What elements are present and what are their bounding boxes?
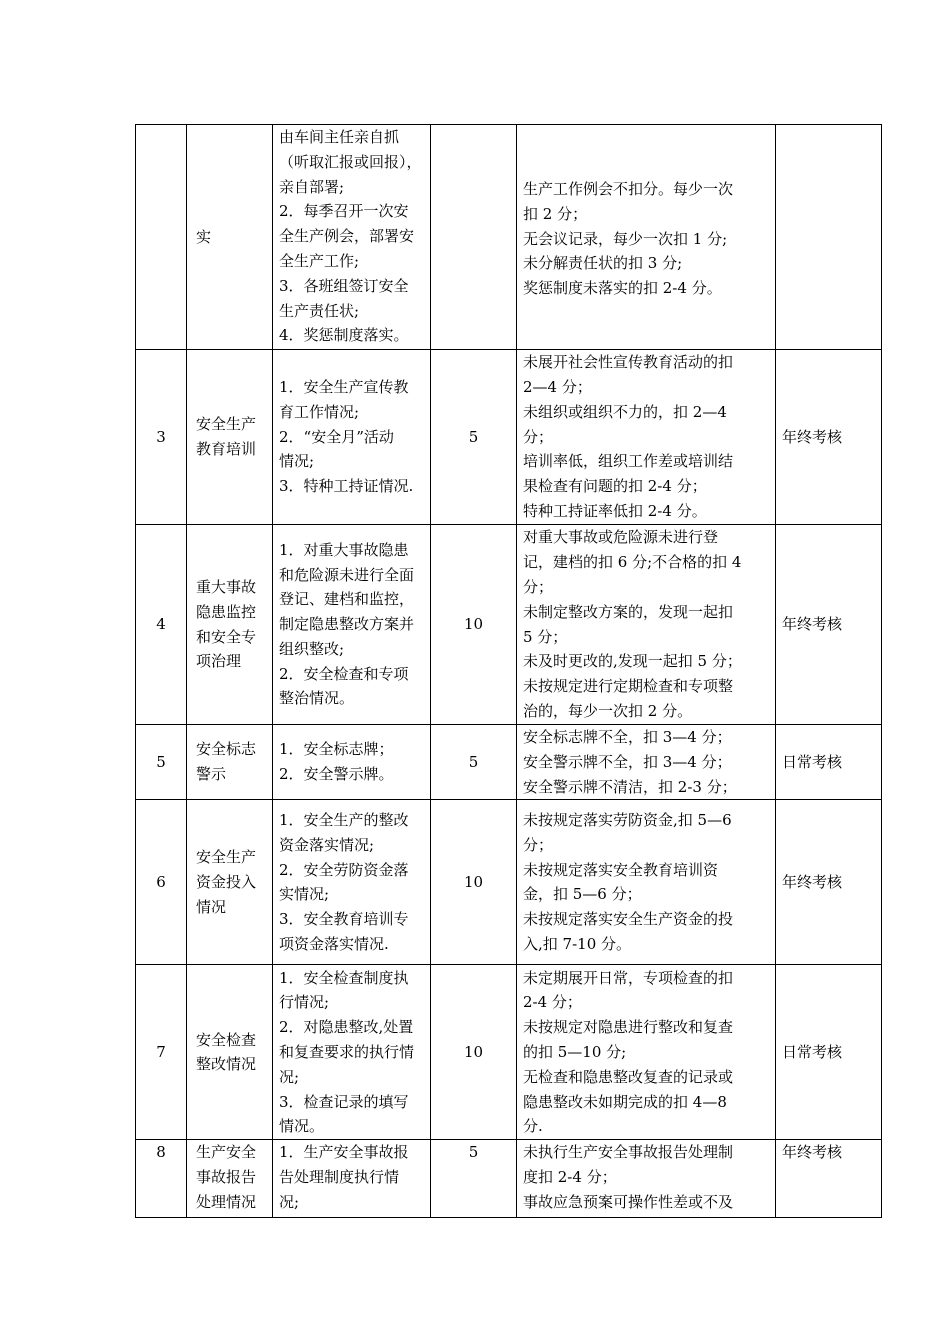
assessment-item-line: 安全生产 <box>196 848 257 867</box>
assessment-content-line: 3．安全教育培训专 <box>279 910 409 929</box>
assessment-item <box>187 525 273 725</box>
deduction-criteria-line: 奖惩制度未落实的扣 2-4 分。 <box>523 279 722 298</box>
score-value: 10 <box>431 965 517 1140</box>
assessment-method: 日常考核 <box>776 725 882 800</box>
assessment-content <box>273 1140 431 1218</box>
table-row <box>136 725 882 800</box>
assessment-content-line: 告处理制度执行情 <box>279 1168 400 1187</box>
deduction-criteria-line: 安全警示牌不清洁，扣 2-3 分； <box>523 777 737 796</box>
deduction-criteria-line: 2—4 分； <box>523 378 592 396</box>
assessment-item <box>187 965 273 1140</box>
item-number <box>136 125 187 350</box>
assessment-item-line: 警示 <box>196 765 227 784</box>
score-value: 10 <box>431 525 517 725</box>
assessment-content-line: 1．安全生产宣传教 <box>279 378 409 396</box>
assessment-content-line: 1．对重大事故隐患 <box>279 540 409 559</box>
deduction-criteria-line: 未分解责任状的扣 3 分; <box>523 254 683 273</box>
table-row <box>136 125 882 350</box>
assessment-content-line: 2．对隐患整改,处置 <box>279 1018 414 1037</box>
assessment-content-line: 2．安全劳防资金落 <box>279 860 409 879</box>
assessment-item <box>187 800 273 965</box>
score-value: 5 <box>431 350 517 525</box>
deduction-criteria-line: 入,扣 7-10 分。 <box>523 934 632 953</box>
assessment-method <box>776 125 882 350</box>
deduction-criteria <box>517 725 776 800</box>
assessment-content-line: 1．安全标志牌； <box>279 740 394 759</box>
assessment-item-line: 安全标志 <box>196 740 257 759</box>
deduction-criteria-line: 培训率低，组织工作差或培训结 <box>523 452 734 471</box>
assessment-item-line: 项治理 <box>196 652 242 671</box>
assessment-content-line: 生产责任状; <box>279 301 360 320</box>
assessment-content-line: 4．奖惩制度落实。 <box>279 326 409 345</box>
assessment-method: 年终考核 <box>776 800 882 965</box>
item-number: 4 <box>136 525 187 725</box>
assessment-method: 年终考核 <box>776 350 882 525</box>
assessment-content-line: 整治情况。 <box>279 689 355 708</box>
deduction-criteria <box>517 800 776 965</box>
deduction-criteria-line: 分； <box>523 577 554 596</box>
score-value <box>431 125 517 350</box>
assessment-method: 日常考核 <box>776 965 882 1140</box>
deduction-criteria-line: 未按规定进行定期检查和专项整 <box>523 677 734 696</box>
assessment-method: 年终考核 <box>776 1140 882 1218</box>
assessment-content-line: 项资金落实情况. <box>279 934 389 953</box>
assessment-content-line: 实情况; <box>279 885 330 904</box>
assessment-content-line: 组织整改; <box>279 639 345 658</box>
assessment-item <box>187 725 273 800</box>
deduction-criteria-line: 未及时更改的,发现一起扣 5 分； <box>523 652 742 671</box>
assessment-item-line: 安全生产 <box>196 415 257 434</box>
assessment-content-line: 亲自部署; <box>279 177 345 196</box>
deduction-criteria <box>517 350 776 525</box>
assessment-content <box>273 965 431 1140</box>
deduction-criteria-line: 度扣 2-4 分； <box>523 1168 617 1187</box>
deduction-criteria-line: 无检查和隐患整改复查的记录或 <box>523 1067 734 1086</box>
item-number: 5 <box>136 725 187 800</box>
assessment-content-line: 行情况; <box>279 993 330 1012</box>
deduction-criteria-line: 事故应急预案可操作性差或不及 <box>523 1192 734 1211</box>
item-number: 7 <box>136 965 187 1140</box>
assessment-item-line: 生产安全 <box>196 1143 257 1162</box>
assessment-content-line: 全生产工作; <box>279 251 360 270</box>
assessment-content-line: 情况。 <box>279 1117 325 1136</box>
deduction-criteria-line: 金，扣 5—6 分； <box>523 885 642 904</box>
table-row <box>136 525 882 725</box>
assessment-content-line: 资金落实情况; <box>279 835 375 854</box>
assessment-content-line: 登记、建档和监控， <box>279 590 415 609</box>
table-row <box>136 350 882 525</box>
deduction-criteria-line: 对重大事故或危险源未进行登 <box>523 528 719 547</box>
table-row <box>136 800 882 965</box>
assessment-item-line: 整改情况 <box>196 1055 257 1074</box>
assessment-item-line: 情况 <box>196 897 227 916</box>
assessment-content <box>273 800 431 965</box>
deduction-criteria <box>517 525 776 725</box>
assessment-content-line: 3．各班组签订安全 <box>279 276 409 295</box>
assessment-content-line: 全生产例会，部署安 <box>279 227 415 246</box>
deduction-criteria <box>517 1140 776 1218</box>
score-value: 10 <box>431 800 517 965</box>
deduction-criteria-line: 治的，每少一次扣 2 分。 <box>523 701 693 720</box>
assessment-item-line: 事故报告 <box>196 1168 257 1187</box>
assessment-content-line: 育工作情况; <box>279 402 360 421</box>
assessment-item-line: 教育培训 <box>196 440 257 458</box>
score-value: 5 <box>431 725 517 800</box>
deduction-criteria-line: 扣 2 分； <box>523 204 588 223</box>
assessment-content <box>273 125 431 350</box>
deduction-criteria-line: 记，建档的扣 6 分;不合格的扣 4 <box>523 553 742 572</box>
assessment-content-line: 况; <box>279 1192 300 1211</box>
deduction-criteria-line: 未执行生产安全事故报告处理制 <box>523 1143 734 1162</box>
item-number: 8 <box>136 1140 187 1218</box>
assessment-content-line: 1．生产安全事故报 <box>279 1143 409 1162</box>
assessment-content-line: 和危险源未进行全面 <box>279 565 415 584</box>
assessment-content <box>273 525 431 725</box>
assessment-item-line: 处理情况 <box>196 1192 257 1211</box>
assessment-table <box>135 124 882 1218</box>
assessment-content-line: 2．“安全月”活动 <box>279 427 394 446</box>
assessment-content-line: 和复查要求的执行情 <box>279 1042 415 1061</box>
deduction-criteria-line: 未按规定落实安全生产资金的投 <box>523 910 734 929</box>
deduction-criteria-line: 未制定整改方案的，发现一起扣 <box>523 602 734 621</box>
table-row <box>136 965 882 1140</box>
deduction-criteria-line: 的扣 5—10 分; <box>523 1042 627 1061</box>
deduction-criteria-line: 未按规定落实劳防资金,扣 5—6 <box>523 811 732 829</box>
assessment-item-line: 隐患监控 <box>196 602 257 621</box>
assessment-item <box>187 1140 273 1218</box>
deduction-criteria-line: 5 分； <box>523 627 568 646</box>
assessment-content <box>273 725 431 800</box>
assessment-content-line: 制定隐患整改方案并 <box>279 615 415 634</box>
item-number: 6 <box>136 800 187 965</box>
assessment-item <box>187 125 273 350</box>
deduction-criteria-line: 分； <box>523 427 554 446</box>
deduction-criteria-line: 2-4 分； <box>523 993 582 1012</box>
table-row <box>136 1140 882 1218</box>
assessment-content-line: 由车间主任亲自抓 <box>279 128 400 146</box>
deduction-criteria-line: 安全警示牌不全，扣 3—4 分； <box>523 752 732 771</box>
assessment-method: 年终考核 <box>776 525 882 725</box>
item-number: 3 <box>136 350 187 525</box>
assessment-item-line: 资金投入 <box>196 872 257 891</box>
deduction-criteria-line: 果检查有问题的扣 2-4 分； <box>523 477 707 496</box>
assessment-item-line: 实 <box>196 227 212 246</box>
deduction-criteria-line: 分. <box>523 1117 543 1136</box>
deduction-criteria-line: 分； <box>523 835 554 854</box>
deduction-criteria-line: 未组织或组织不力的，扣 2—4 <box>523 402 727 421</box>
deduction-criteria-line: 特种工持证率低扣 2-4 分。 <box>523 501 707 520</box>
deduction-criteria-line: 未按规定落实安全教育培训资 <box>523 860 719 879</box>
deduction-criteria-line: 未按规定对隐患进行整改和复查 <box>523 1018 734 1037</box>
assessment-content-line: 情况; <box>279 452 315 471</box>
assessment-item-line: 安全检查 <box>196 1030 257 1049</box>
deduction-criteria-line: 未定期展开日常，专项检查的扣 <box>523 968 734 987</box>
assessment-table-body <box>136 125 882 1218</box>
deduction-criteria-line: 无会议记录，每少一次扣 1 分; <box>523 229 728 248</box>
assessment-content-line: 2．安全检查和专项 <box>279 664 409 683</box>
deduction-criteria <box>517 125 776 350</box>
deduction-criteria-line: 未展开社会性宣传教育活动的扣 <box>523 353 734 372</box>
score-value: 5 <box>431 1140 517 1218</box>
deduction-criteria <box>517 965 776 1140</box>
assessment-item <box>187 350 273 525</box>
assessment-content-line: 2．安全警示牌。 <box>279 765 394 784</box>
assessment-content-line: （听取汇报或回报）， <box>279 152 422 171</box>
deduction-criteria-line: 生产工作例会不扣分。每少一次 <box>523 180 734 198</box>
deduction-criteria-line: 安全标志牌不全，扣 3—4 分； <box>523 728 732 746</box>
assessment-content-line: 2．每季召开一次安 <box>279 202 409 221</box>
assessment-item-line: 和安全专 <box>196 627 257 646</box>
deduction-criteria-line: 隐患整改未如期完成的扣 4—8 <box>523 1092 727 1111</box>
assessment-content-line: 1．安全检查制度执 <box>279 968 409 987</box>
assessment-content <box>273 350 431 525</box>
assessment-content-line: 1．安全生产的整改 <box>279 811 409 829</box>
assessment-content-line: 3．检查记录的填写 <box>279 1092 409 1111</box>
assessment-item-line: 重大事故 <box>196 577 257 596</box>
assessment-content-line: 3．特种工持证情况. <box>279 477 414 496</box>
assessment-content-line: 况; <box>279 1067 300 1086</box>
